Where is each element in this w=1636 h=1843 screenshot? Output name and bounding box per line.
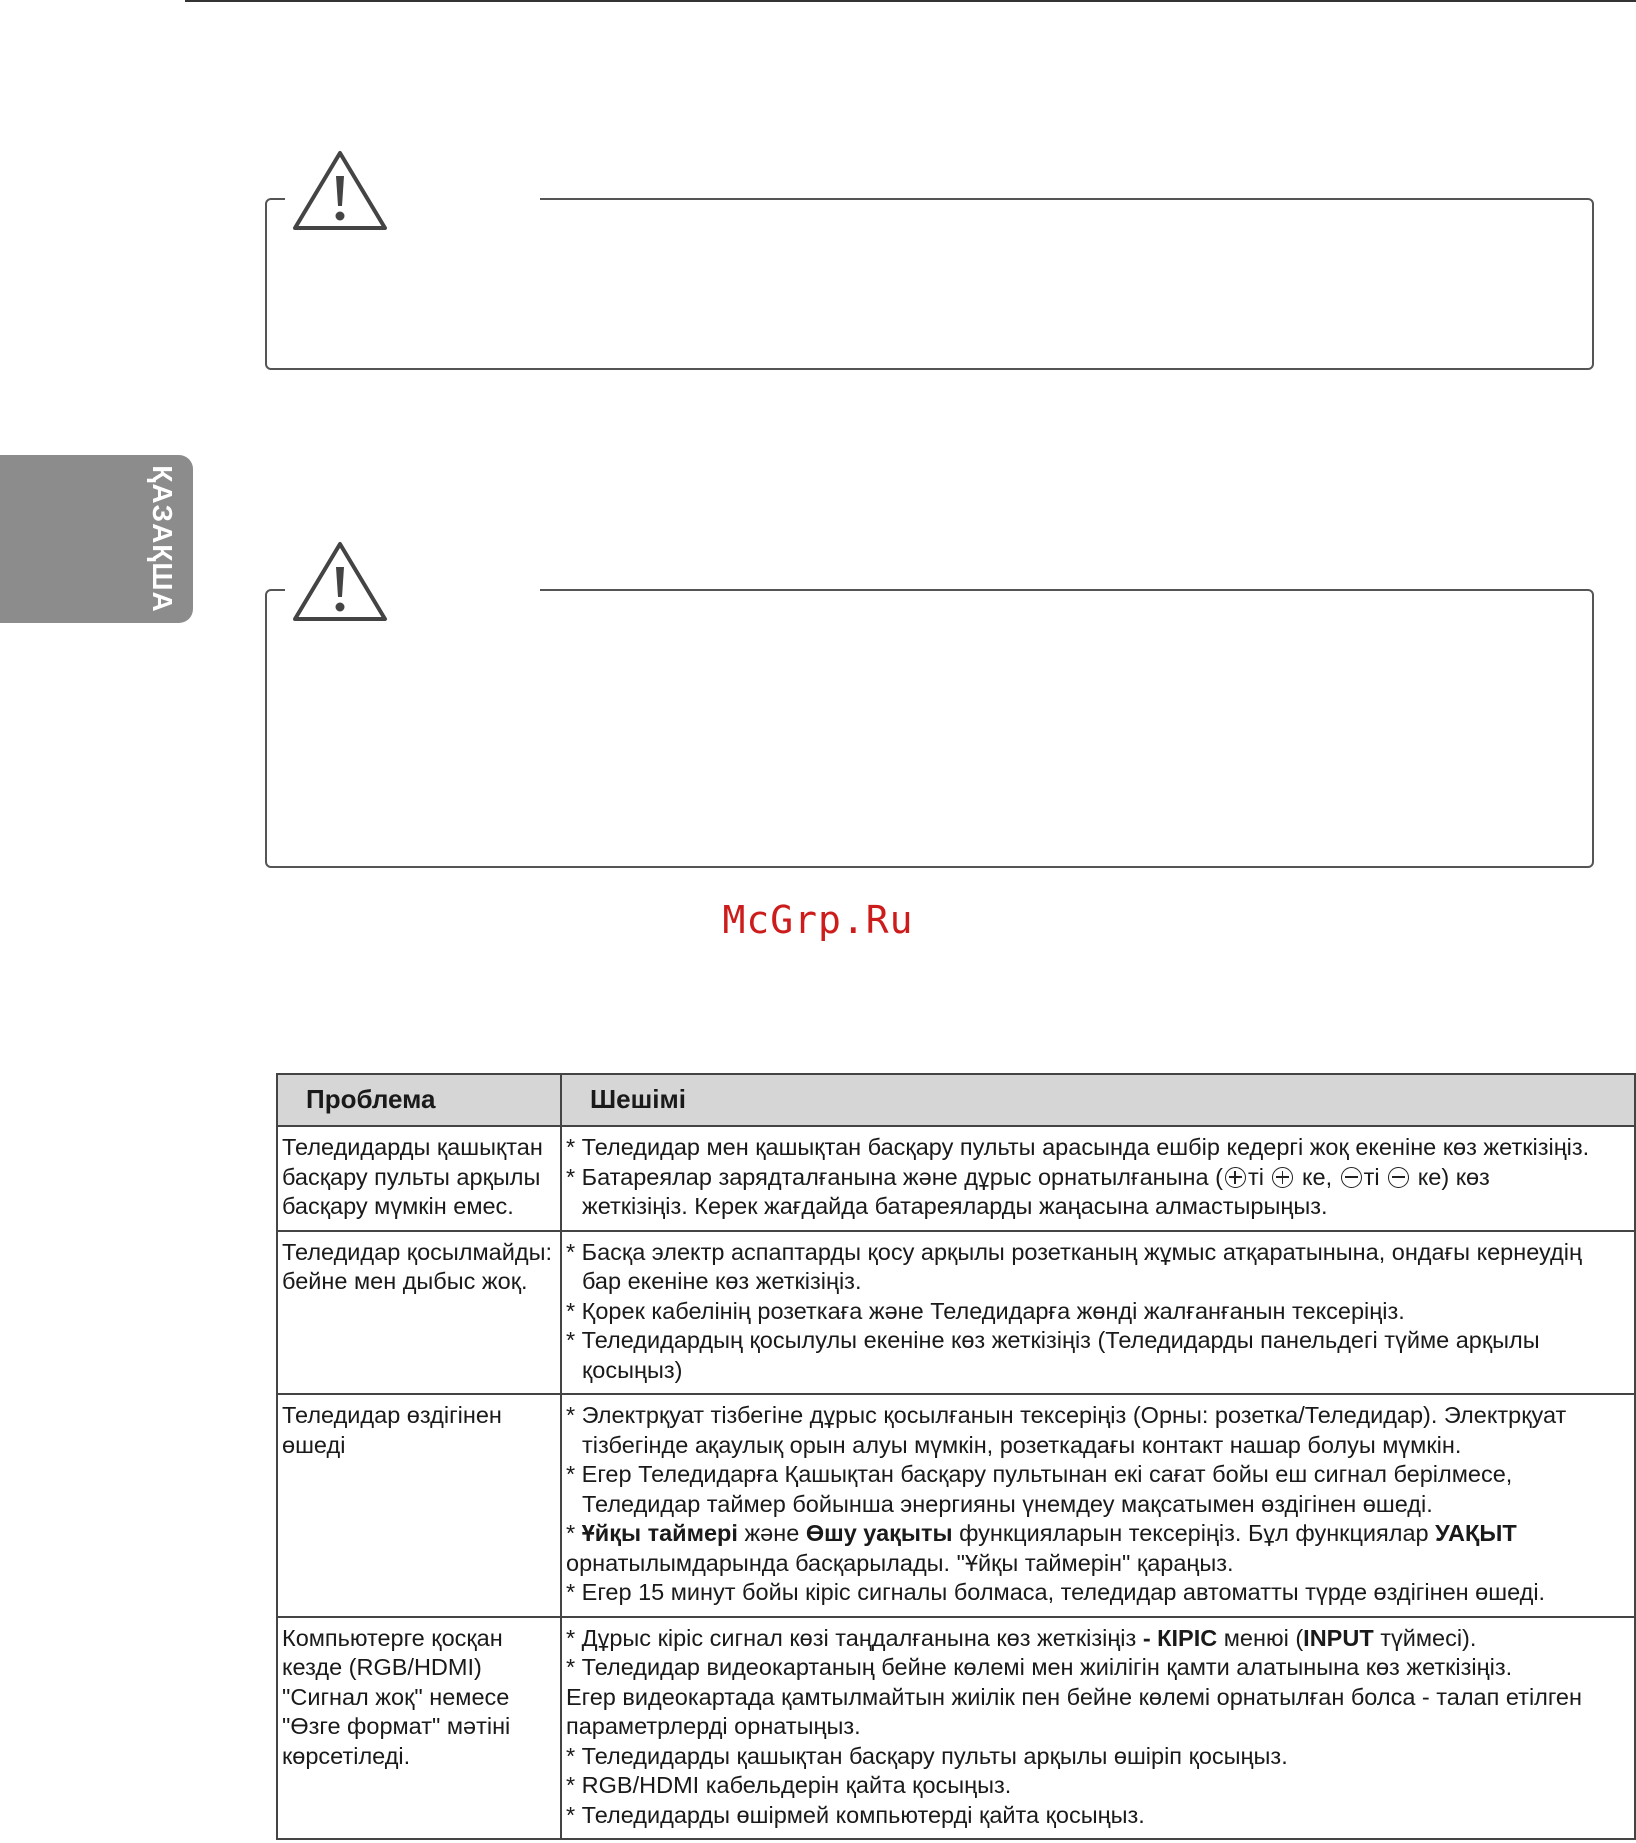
solution-line: * Қорек кабелінің розеткаға және Теледидарға жөнді жалғанғанын тексеріңіз. (566, 1297, 1405, 1324)
solution-line: * Электрқуат тізбегіне дұрыс қосылғанын тексеріңіз (Орны: розетка/Теледидар). Электрқуат (566, 1402, 1567, 1428)
solution-cell (561, 1231, 1635, 1395)
solution-line: * Теледидар мен қашықтан басқару пульты арасында ешбір кедергі жоқ екеніне көз жеткізіңіз. (566, 1134, 1590, 1160)
watermark: McGrp.Ru (722, 898, 914, 942)
table-row (277, 1394, 1635, 1617)
solution-bold-text: Өшу уақыты (805, 1520, 953, 1546)
solution-line: * Теледидар видеокартаның бейне көлемі мен жиілігін қамти алатынына көз жеткізіңіз. (566, 1654, 1513, 1680)
solution-line: Егер видеокартада қамтылмайтын жиілік пен бейне көлемі орнатылған болса - талап етілген (566, 1683, 1582, 1710)
plus-circle-icon (1225, 1167, 1246, 1188)
solution-text: ті (1247, 1163, 1264, 1190)
language-tab-label: ҚАЗАҚША (147, 465, 178, 613)
problem-cell: Теледидар қосылмайды: бейне мен дыбыс жоқ. (277, 1231, 561, 1395)
table-row (277, 1231, 1635, 1395)
solution-text: ке) көз (1417, 1163, 1490, 1190)
solution-cell (561, 1126, 1635, 1231)
solution-text: * Дұрыс кіріс сигнал көзі таңдалғанына көз жеткізіңіз (566, 1624, 1143, 1651)
solution-line: параметрлерді орнатыңыз. (566, 1713, 861, 1739)
table-row (277, 1617, 1635, 1840)
solution-line: жеткізіңіз. Керек жағдайда батареяларды жаңасына алмастырыңыз. (582, 1193, 1328, 1219)
solution-text: менюі ( (1217, 1624, 1304, 1651)
problem-cell: Теледидар өздігінен өшеді (277, 1394, 561, 1617)
solution-line: * Басқа электр аспаптарды қосу арқылы розетканың жұмыс атқаратынына, ондағы кернеудің (566, 1238, 1582, 1265)
solution-line: бар екеніне көз жеткізіңіз. (582, 1268, 862, 1294)
solution-bold-text: Ұйқы таймері (581, 1520, 738, 1546)
solution-cell (561, 1394, 1635, 1617)
solution-line: орнатылымдарында басқарылады. "Ұйқы таймерін" қараңыз. (566, 1549, 1234, 1576)
table-header-row (277, 1074, 1635, 1126)
solution-line: * Теледидардың қосылулы екеніне көз жеткізіңіз (Теледидарды панельдегі түйме арқылы (566, 1327, 1540, 1353)
solution-bold-text: УАҚЫТ (1435, 1520, 1517, 1546)
solution-line: тізбегінде ақаулық орын алуы мүмкін, розеткадағы контакт нашар болуы мүмкін. (582, 1431, 1462, 1458)
solution-line (566, 1163, 1630, 1193)
solution-text: және (737, 1520, 806, 1546)
problem-cell: Теледидарды қашықтан басқару пульты арқылы басқару мүмкін емес. (277, 1126, 561, 1231)
solution-bold-text: - КІРІС (1142, 1624, 1218, 1651)
solution-text: функцияларын тексеріңіз. Бұл функциялар (952, 1520, 1436, 1546)
plus-circle-icon (1272, 1167, 1293, 1188)
solution-line: * Теледидарды қашықтан басқару пульты арқылы өшіріп қосыңыз. (566, 1742, 1288, 1769)
solution-cell (561, 1617, 1635, 1840)
minus-circle-icon (1341, 1167, 1362, 1188)
solution-line: * RGB/HDMI кабельдерін қайта қосыңыз. (566, 1772, 1012, 1798)
caution-box (265, 198, 1594, 370)
column-header-solution: Шешімі (561, 1074, 1635, 1126)
solution-line: * Егер Теледидарға Қашықтан басқару пультынан екі сағат бойы еш сигнал берілмесе, (566, 1461, 1513, 1487)
solution-text: ті (1363, 1163, 1380, 1190)
table-row (277, 1126, 1635, 1231)
solution-line: * Егер 15 минут бойы кіріс сигналы болмаса, теледидар автоматты түрде өздігінен өшеді. (566, 1579, 1546, 1605)
solution-text: * Батареялар зарядталғанына және дұрыс орнатылғанына ( (566, 1163, 1223, 1190)
solution-text: * (566, 1520, 582, 1546)
minus-circle-icon (1388, 1167, 1409, 1188)
solution-line (566, 1624, 1630, 1654)
warning-triangle-icon (290, 148, 390, 234)
solution-text: түймесі). (1373, 1624, 1477, 1651)
solution-line: қосыңыз) (582, 1356, 683, 1383)
solution-line: Теледидар таймер бойынша энергияны үнемдеу мақсатымен өздігінен өшеді. (582, 1490, 1433, 1517)
troubleshooting-table (276, 1073, 1636, 1840)
column-header-problem: Проблема (277, 1074, 561, 1126)
solution-bold-text: INPUT (1303, 1624, 1374, 1651)
solution-line (566, 1519, 1630, 1549)
top-rule (185, 0, 1636, 2)
warning-triangle-icon (290, 539, 390, 625)
problem-cell: Компьютерге қосқан кезде (RGB/HDMI) "Сигнал жоқ" немесе "Өзге формат" мәтіні көрсетіледі. (277, 1617, 561, 1840)
solution-text: ке, (1301, 1163, 1333, 1190)
language-tab (0, 455, 193, 623)
solution-line: * Теледидарды өшірмей компьютерді қайта қосыңыз. (566, 1801, 1145, 1828)
caution-box (265, 589, 1594, 868)
